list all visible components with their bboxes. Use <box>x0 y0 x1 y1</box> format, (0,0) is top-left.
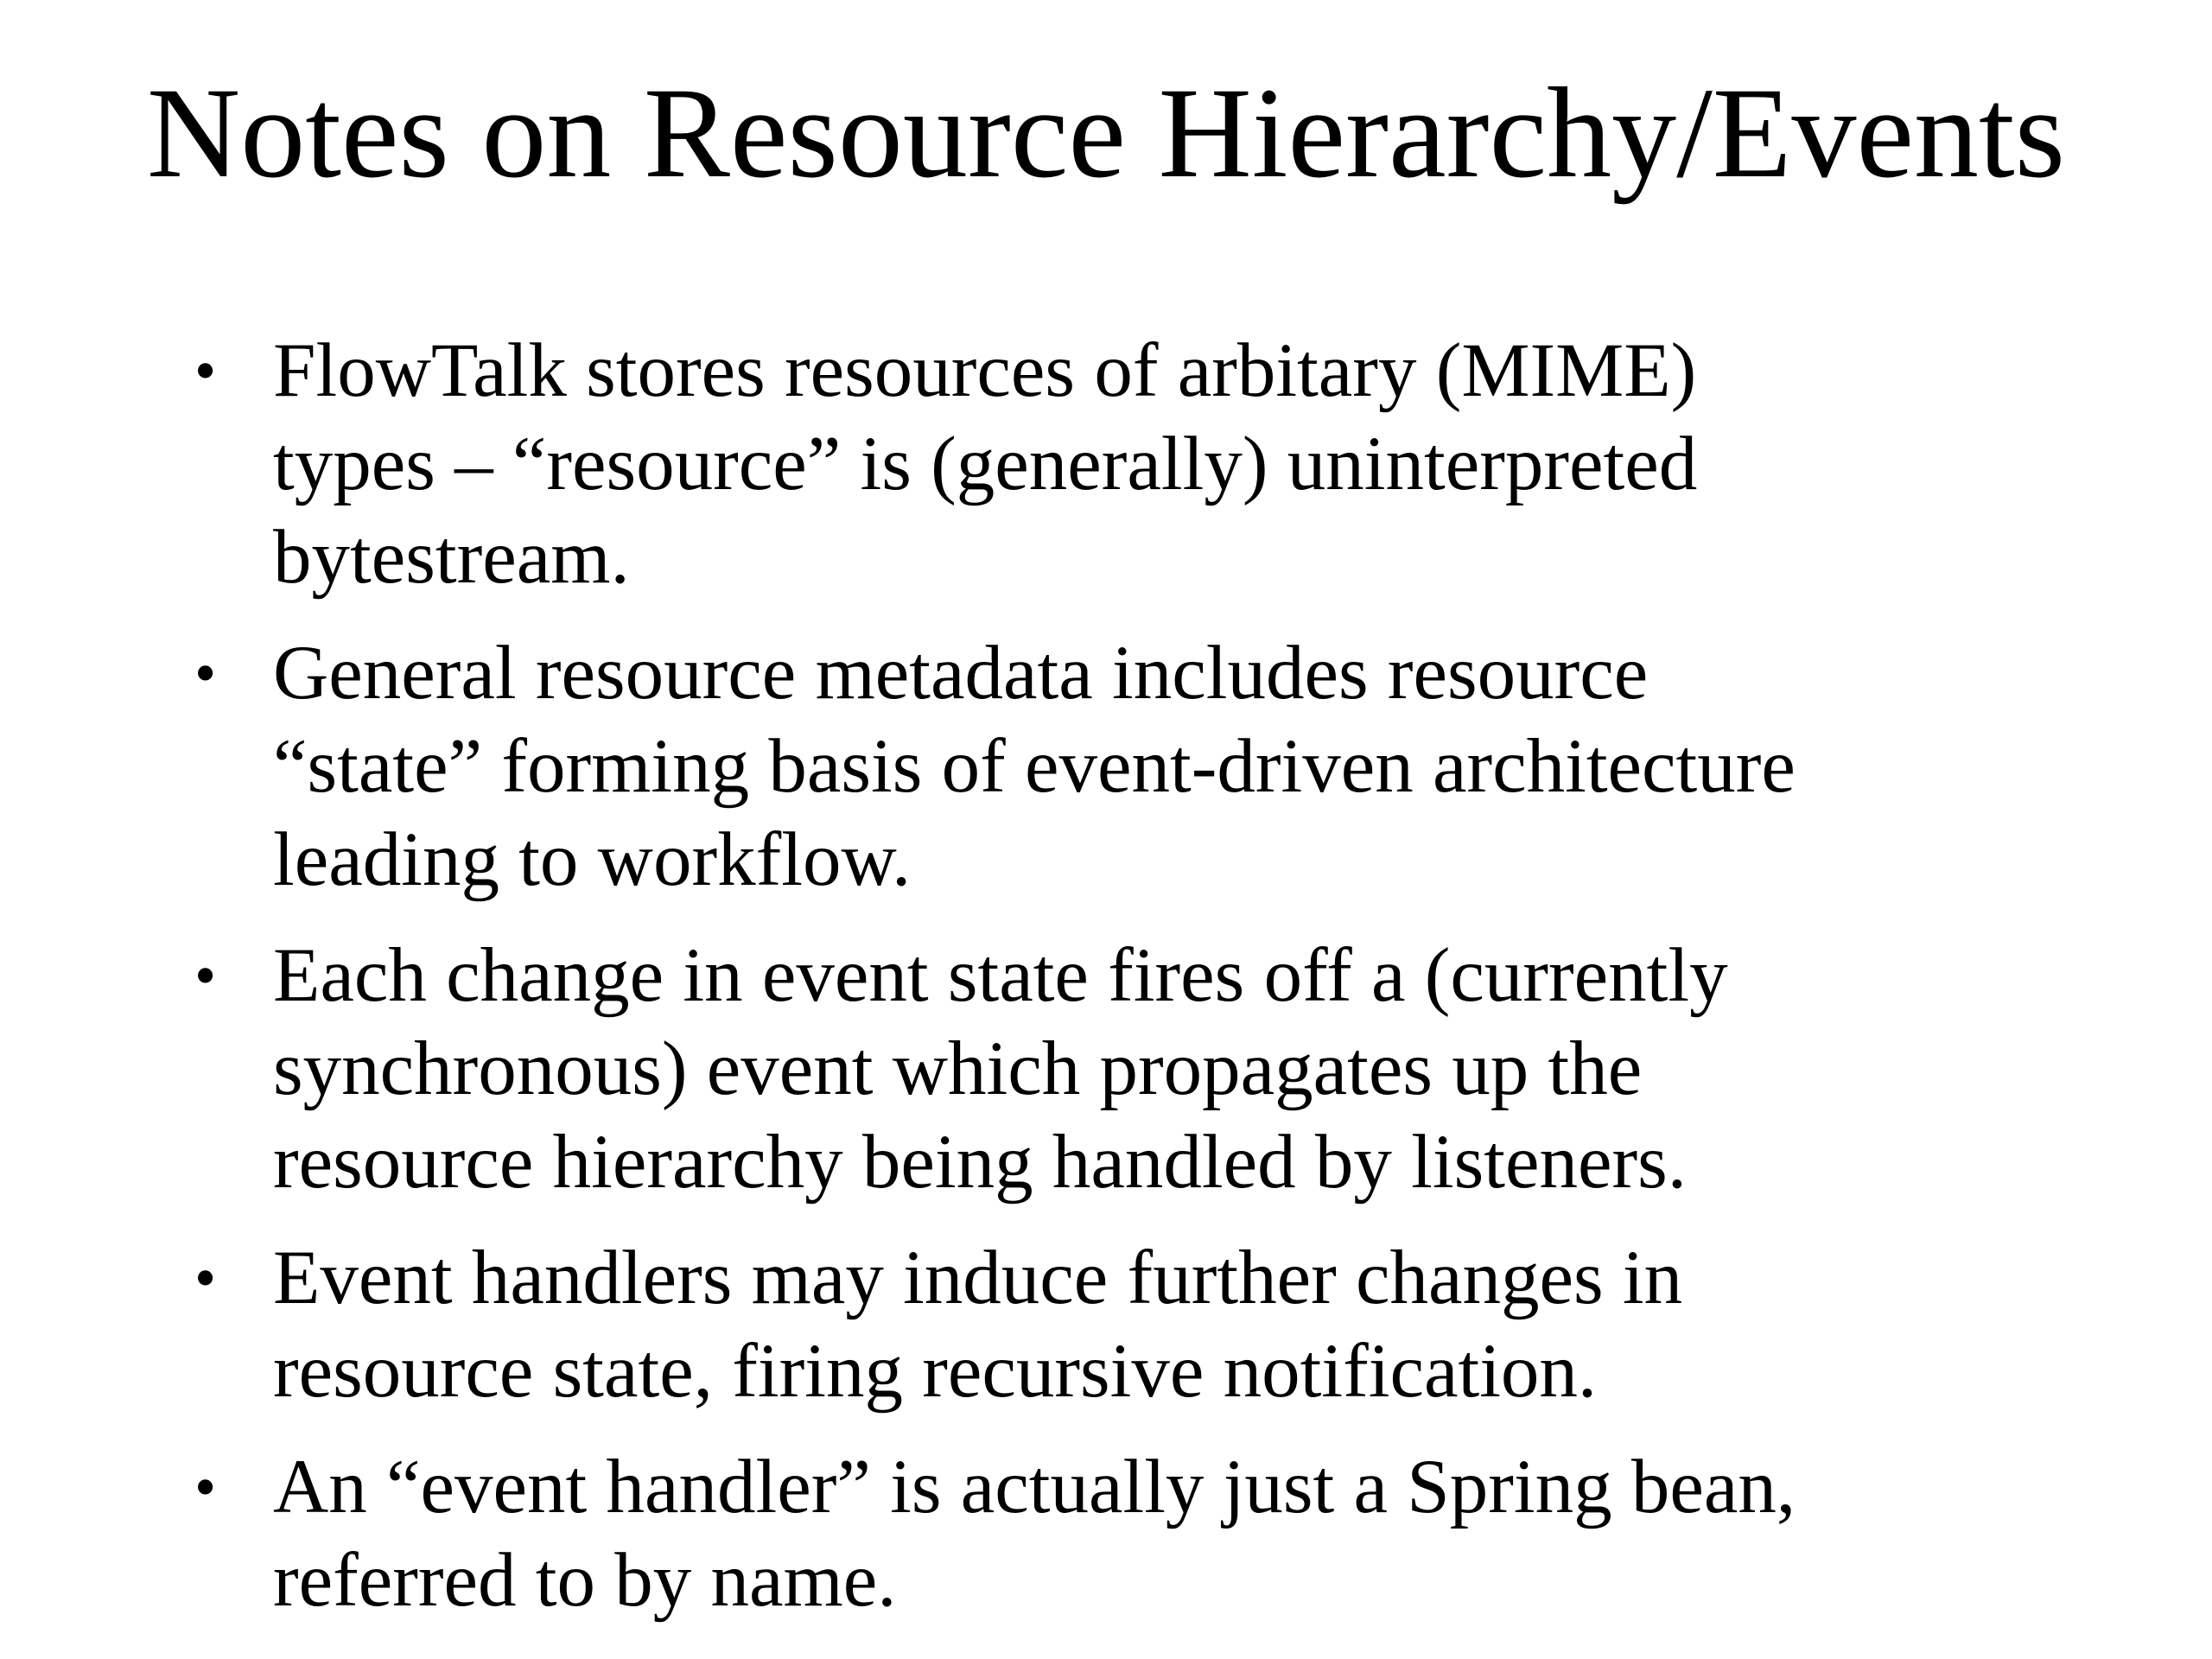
bullet-text-line: bytestream. <box>273 515 630 600</box>
bullet-icon: • <box>194 1243 217 1313</box>
bullet-item <box>181 929 2134 1209</box>
bullet-text-line: Each change in event state fires off a (currently <box>273 933 1728 1018</box>
bullet-item <box>181 626 2134 906</box>
bullet-text-line: leading to workflow. <box>273 817 912 902</box>
bullet-text-line: FlowTalk stores resources of arbitary (MIME) <box>273 328 1697 413</box>
bullet-list <box>181 324 2134 1649</box>
bullet-text-line: Event handlers may induce further changes in <box>273 1236 1683 1320</box>
bullet-text-line: An “event handler” is actually just a Spring bean, <box>273 1445 1796 1529</box>
bullet-text-line: types – “resource” is (generally) uninterpreted <box>273 422 1698 506</box>
bullet-text-line: General resource metadata includes resource <box>273 631 1649 715</box>
bullet-text-line: “state” forming basis of event-driven architecture <box>273 724 1796 809</box>
bullet-icon: • <box>194 1452 217 1522</box>
bullet-icon: • <box>194 336 217 405</box>
bullet-text-line: synchronous) event which propagates up the <box>273 1027 1643 1111</box>
bullet-icon: • <box>194 941 217 1010</box>
bullet-text-line: resource hierarchy being handled by listeners. <box>273 1120 1687 1205</box>
bullet-item <box>181 1231 2134 1418</box>
bullet-text-line: resource state, firing recursive notification. <box>273 1329 1598 1414</box>
slide-title: Notes on Resource Hierarchy/Events <box>146 61 2066 205</box>
bullet-icon: • <box>194 639 217 708</box>
bullet-item <box>181 324 2134 604</box>
bullet-text-line: referred to by name. <box>273 1538 897 1623</box>
bullet-item <box>181 1440 2134 1627</box>
